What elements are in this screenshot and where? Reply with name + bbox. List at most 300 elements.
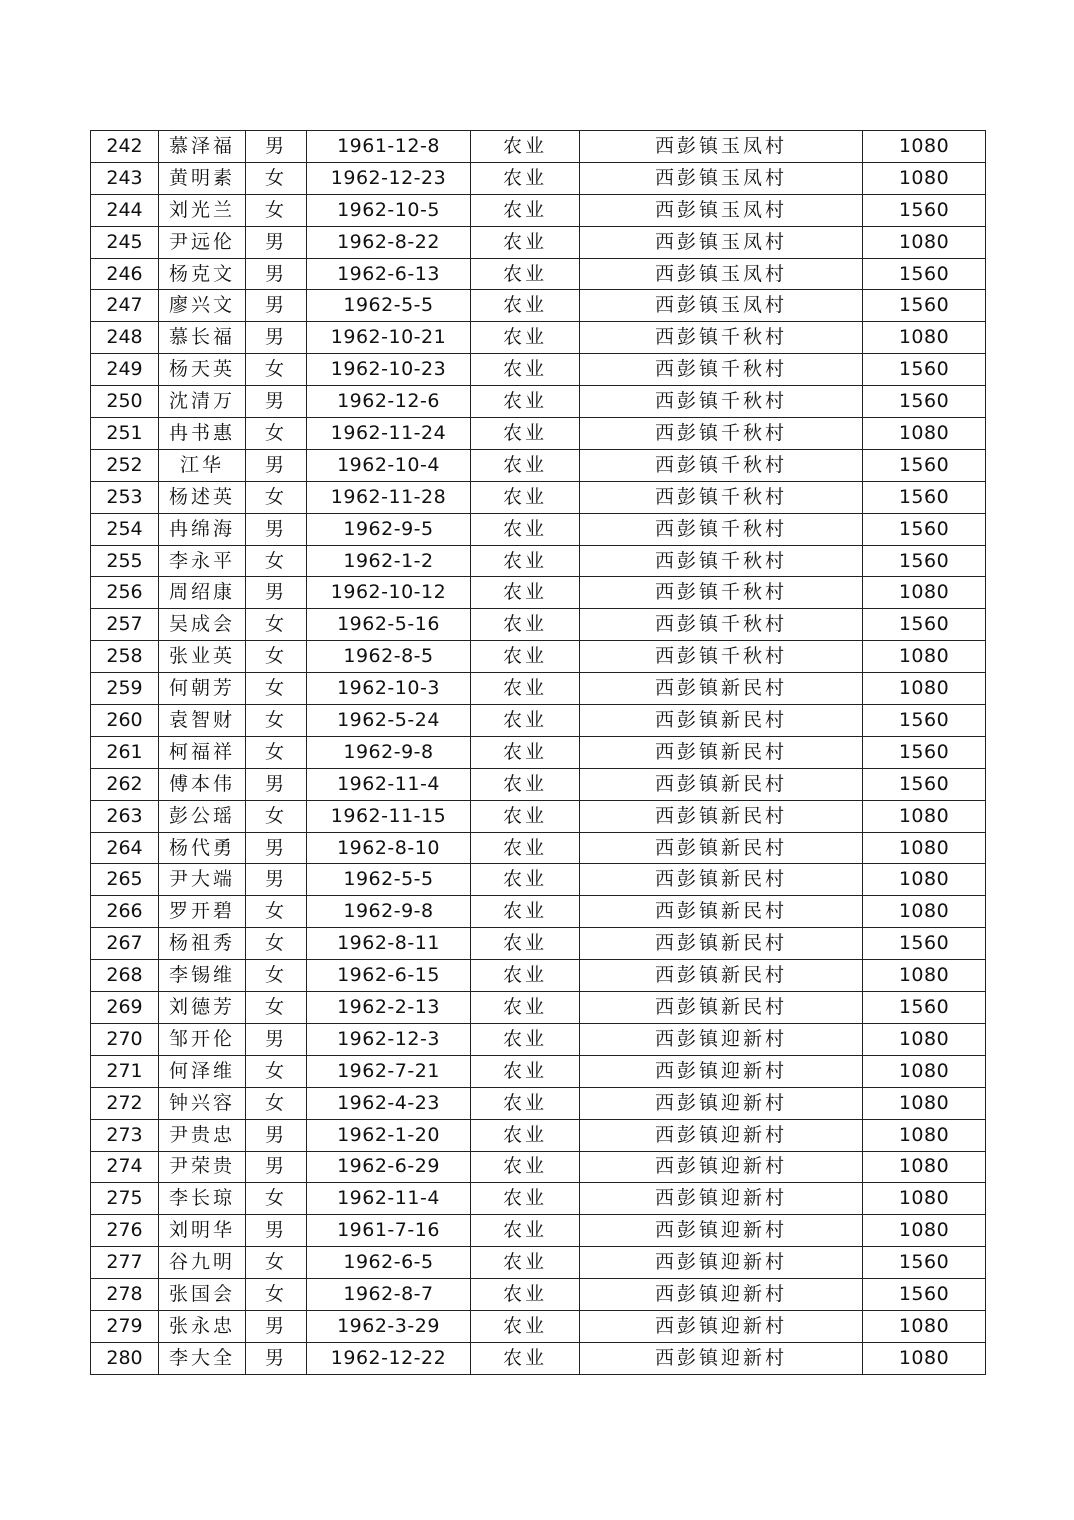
table-row — [91, 832, 986, 864]
address-cell: 西彭镇玉凤村 — [580, 194, 863, 226]
gender-cell: 男 — [246, 1119, 307, 1151]
birth-date-cell: 1962-12-6 — [307, 386, 471, 418]
birth-date-cell: 1962-8-10 — [307, 832, 471, 864]
amount-cell: 1080 — [863, 896, 986, 928]
birth-date-cell: 1962-7-21 — [307, 1055, 471, 1087]
name-cell: 杨代勇 — [159, 832, 246, 864]
table-row — [91, 194, 986, 226]
row-number-cell: 269 — [91, 992, 159, 1024]
address-cell: 西彭镇迎新村 — [580, 1119, 863, 1151]
gender-cell: 女 — [246, 609, 307, 641]
row-number-cell: 273 — [91, 1119, 159, 1151]
birth-date-cell: 1962-8-11 — [307, 928, 471, 960]
name-cell: 张永忠 — [159, 1310, 246, 1342]
gender-cell: 男 — [246, 768, 307, 800]
address-cell: 西彭镇千秋村 — [580, 449, 863, 481]
address-cell: 西彭镇新民村 — [580, 768, 863, 800]
amount-cell: 1080 — [863, 800, 986, 832]
occupation-cell: 农业 — [471, 577, 580, 609]
table-row — [91, 1087, 986, 1119]
gender-cell: 男 — [246, 322, 307, 354]
name-cell: 李大全 — [159, 1342, 246, 1374]
birth-date-cell: 1962-11-24 — [307, 418, 471, 450]
amount-cell: 1080 — [863, 1055, 986, 1087]
name-cell: 柯福祥 — [159, 736, 246, 768]
name-cell: 李永平 — [159, 545, 246, 577]
table-row — [91, 1215, 986, 1247]
name-cell: 李长琼 — [159, 1183, 246, 1215]
row-number-cell: 264 — [91, 832, 159, 864]
gender-cell: 女 — [246, 481, 307, 513]
name-cell: 钟兴容 — [159, 1087, 246, 1119]
name-cell: 廖兴文 — [159, 290, 246, 322]
birth-date-cell: 1962-11-4 — [307, 1183, 471, 1215]
name-cell: 周绍康 — [159, 577, 246, 609]
row-number-cell: 280 — [91, 1342, 159, 1374]
name-cell: 冉绵海 — [159, 513, 246, 545]
table-row — [91, 545, 986, 577]
row-number-cell: 252 — [91, 449, 159, 481]
gender-cell: 男 — [246, 290, 307, 322]
row-number-cell: 265 — [91, 864, 159, 896]
name-cell: 张国会 — [159, 1279, 246, 1311]
gender-cell: 女 — [246, 992, 307, 1024]
gender-cell: 男 — [246, 131, 307, 163]
address-cell: 西彭镇新民村 — [580, 992, 863, 1024]
birth-date-cell: 1962-12-23 — [307, 162, 471, 194]
address-cell: 西彭镇千秋村 — [580, 322, 863, 354]
occupation-cell: 农业 — [471, 1310, 580, 1342]
name-cell: 慕长福 — [159, 322, 246, 354]
occupation-cell: 农业 — [471, 609, 580, 641]
name-cell: 尹贵忠 — [159, 1119, 246, 1151]
birth-date-cell: 1962-10-12 — [307, 577, 471, 609]
birth-date-cell: 1962-11-15 — [307, 800, 471, 832]
name-cell: 尹远伦 — [159, 226, 246, 258]
gender-cell: 女 — [246, 736, 307, 768]
address-cell: 西彭镇玉凤村 — [580, 258, 863, 290]
table-row — [91, 1247, 986, 1279]
birth-date-cell: 1962-9-8 — [307, 896, 471, 928]
occupation-cell: 农业 — [471, 1247, 580, 1279]
occupation-cell: 农业 — [471, 736, 580, 768]
name-cell: 尹荣贵 — [159, 1151, 246, 1183]
amount-cell: 1080 — [863, 1023, 986, 1055]
row-number-cell: 279 — [91, 1310, 159, 1342]
row-number-cell: 260 — [91, 705, 159, 737]
name-cell: 谷九明 — [159, 1247, 246, 1279]
row-number-cell: 256 — [91, 577, 159, 609]
gender-cell: 男 — [246, 258, 307, 290]
amount-cell: 1560 — [863, 992, 986, 1024]
address-cell: 西彭镇玉凤村 — [580, 131, 863, 163]
row-number-cell: 275 — [91, 1183, 159, 1215]
address-cell: 西彭镇千秋村 — [580, 577, 863, 609]
occupation-cell: 农业 — [471, 800, 580, 832]
gender-cell: 女 — [246, 162, 307, 194]
table-row — [91, 1119, 986, 1151]
birth-date-cell: 1962-6-13 — [307, 258, 471, 290]
table-row — [91, 1151, 986, 1183]
table-row — [91, 577, 986, 609]
amount-cell: 1560 — [863, 928, 986, 960]
table-row — [91, 864, 986, 896]
table-row — [91, 290, 986, 322]
address-cell: 西彭镇迎新村 — [580, 1310, 863, 1342]
table-row — [91, 1310, 986, 1342]
name-cell: 彭公瑶 — [159, 800, 246, 832]
address-cell: 西彭镇千秋村 — [580, 641, 863, 673]
table-row — [91, 896, 986, 928]
amount-cell: 1080 — [863, 1087, 986, 1119]
address-cell: 西彭镇千秋村 — [580, 386, 863, 418]
gender-cell: 女 — [246, 354, 307, 386]
address-cell: 西彭镇千秋村 — [580, 545, 863, 577]
amount-cell: 1560 — [863, 386, 986, 418]
amount-cell: 1080 — [863, 162, 986, 194]
gender-cell: 女 — [246, 673, 307, 705]
address-cell: 西彭镇新民村 — [580, 960, 863, 992]
occupation-cell: 农业 — [471, 1183, 580, 1215]
birth-date-cell: 1962-3-29 — [307, 1310, 471, 1342]
amount-cell: 1560 — [863, 513, 986, 545]
amount-cell: 1560 — [863, 194, 986, 226]
name-cell: 杨祖秀 — [159, 928, 246, 960]
amount-cell: 1080 — [863, 1183, 986, 1215]
row-number-cell: 255 — [91, 545, 159, 577]
occupation-cell: 农业 — [471, 481, 580, 513]
address-cell: 西彭镇新民村 — [580, 928, 863, 960]
birth-date-cell: 1962-1-2 — [307, 545, 471, 577]
row-number-cell: 271 — [91, 1055, 159, 1087]
amount-cell: 1080 — [863, 864, 986, 896]
row-number-cell: 257 — [91, 609, 159, 641]
occupation-cell: 农业 — [471, 1087, 580, 1119]
row-number-cell: 266 — [91, 896, 159, 928]
amount-cell: 1080 — [863, 1342, 986, 1374]
gender-cell: 男 — [246, 449, 307, 481]
gender-cell: 女 — [246, 1279, 307, 1311]
birth-date-cell: 1962-4-23 — [307, 1087, 471, 1119]
birth-date-cell: 1962-10-4 — [307, 449, 471, 481]
amount-cell: 1560 — [863, 768, 986, 800]
table-row — [91, 928, 986, 960]
gender-cell: 男 — [246, 1151, 307, 1183]
gender-cell: 女 — [246, 418, 307, 450]
name-cell: 刘德芳 — [159, 992, 246, 1024]
row-number-cell: 253 — [91, 481, 159, 513]
row-number-cell: 244 — [91, 194, 159, 226]
table-row — [91, 1342, 986, 1374]
name-cell: 刘明华 — [159, 1215, 246, 1247]
table-row — [91, 609, 986, 641]
gender-cell: 女 — [246, 1055, 307, 1087]
table-row — [91, 226, 986, 258]
birth-date-cell: 1962-10-21 — [307, 322, 471, 354]
address-cell: 西彭镇迎新村 — [580, 1023, 863, 1055]
gender-cell: 男 — [246, 386, 307, 418]
table-row — [91, 513, 986, 545]
amount-cell: 1080 — [863, 226, 986, 258]
row-number-cell: 247 — [91, 290, 159, 322]
table-row — [91, 768, 986, 800]
occupation-cell: 农业 — [471, 1119, 580, 1151]
row-number-cell: 268 — [91, 960, 159, 992]
row-number-cell: 258 — [91, 641, 159, 673]
birth-date-cell: 1962-5-5 — [307, 864, 471, 896]
address-cell: 西彭镇迎新村 — [580, 1279, 863, 1311]
birth-date-cell: 1962-6-29 — [307, 1151, 471, 1183]
amount-cell: 1080 — [863, 1119, 986, 1151]
amount-cell: 1560 — [863, 290, 986, 322]
row-number-cell: 242 — [91, 131, 159, 163]
birth-date-cell: 1962-5-24 — [307, 705, 471, 737]
row-number-cell: 246 — [91, 258, 159, 290]
amount-cell: 1080 — [863, 577, 986, 609]
occupation-cell: 农业 — [471, 290, 580, 322]
amount-cell: 1080 — [863, 418, 986, 450]
amount-cell: 1560 — [863, 481, 986, 513]
amount-cell: 1560 — [863, 354, 986, 386]
row-number-cell: 248 — [91, 322, 159, 354]
gender-cell: 女 — [246, 800, 307, 832]
amount-cell: 1080 — [863, 1151, 986, 1183]
amount-cell: 1560 — [863, 1247, 986, 1279]
row-number-cell: 272 — [91, 1087, 159, 1119]
occupation-cell: 农业 — [471, 386, 580, 418]
occupation-cell: 农业 — [471, 960, 580, 992]
gender-cell: 女 — [246, 1183, 307, 1215]
amount-cell: 1560 — [863, 609, 986, 641]
row-number-cell: 274 — [91, 1151, 159, 1183]
gender-cell: 女 — [246, 896, 307, 928]
gender-cell: 男 — [246, 577, 307, 609]
birth-date-cell: 1962-2-13 — [307, 992, 471, 1024]
row-number-cell: 263 — [91, 800, 159, 832]
table-row — [91, 960, 986, 992]
address-cell: 西彭镇千秋村 — [580, 481, 863, 513]
birth-date-cell: 1962-6-15 — [307, 960, 471, 992]
occupation-cell: 农业 — [471, 864, 580, 896]
amount-cell: 1080 — [863, 1215, 986, 1247]
amount-cell: 1560 — [863, 1279, 986, 1311]
occupation-cell: 农业 — [471, 162, 580, 194]
amount-cell: 1080 — [863, 673, 986, 705]
name-cell: 尹大端 — [159, 864, 246, 896]
table-row — [91, 258, 986, 290]
occupation-cell: 农业 — [471, 832, 580, 864]
name-cell: 江华 — [159, 449, 246, 481]
birth-date-cell: 1962-12-22 — [307, 1342, 471, 1374]
occupation-cell: 农业 — [471, 513, 580, 545]
occupation-cell: 农业 — [471, 226, 580, 258]
address-cell: 西彭镇千秋村 — [580, 418, 863, 450]
row-number-cell: 245 — [91, 226, 159, 258]
gender-cell: 男 — [246, 1310, 307, 1342]
name-cell: 袁智财 — [159, 705, 246, 737]
occupation-cell: 农业 — [471, 354, 580, 386]
table-row — [91, 354, 986, 386]
occupation-cell: 农业 — [471, 768, 580, 800]
row-number-cell: 278 — [91, 1279, 159, 1311]
address-cell: 西彭镇新民村 — [580, 864, 863, 896]
address-cell: 西彭镇玉凤村 — [580, 290, 863, 322]
birth-date-cell: 1962-12-3 — [307, 1023, 471, 1055]
address-cell: 西彭镇迎新村 — [580, 1055, 863, 1087]
birth-date-cell: 1962-1-20 — [307, 1119, 471, 1151]
gender-cell: 女 — [246, 1247, 307, 1279]
row-number-cell: 262 — [91, 768, 159, 800]
table-row — [91, 641, 986, 673]
gender-cell: 女 — [246, 194, 307, 226]
row-number-cell: 267 — [91, 928, 159, 960]
table-row — [91, 992, 986, 1024]
table-row — [91, 1023, 986, 1055]
name-cell: 何朝芳 — [159, 673, 246, 705]
table-row — [91, 322, 986, 354]
occupation-cell: 农业 — [471, 992, 580, 1024]
occupation-cell: 农业 — [471, 928, 580, 960]
amount-cell: 1560 — [863, 258, 986, 290]
name-cell: 张业英 — [159, 641, 246, 673]
row-number-cell: 251 — [91, 418, 159, 450]
data-table — [90, 130, 986, 1375]
occupation-cell: 农业 — [471, 194, 580, 226]
occupation-cell: 农业 — [471, 545, 580, 577]
gender-cell: 女 — [246, 545, 307, 577]
row-number-cell: 250 — [91, 386, 159, 418]
occupation-cell: 农业 — [471, 1342, 580, 1374]
occupation-cell: 农业 — [471, 705, 580, 737]
address-cell: 西彭镇迎新村 — [580, 1183, 863, 1215]
name-cell: 罗开碧 — [159, 896, 246, 928]
table-row — [91, 673, 986, 705]
row-number-cell: 277 — [91, 1247, 159, 1279]
gender-cell: 女 — [246, 705, 307, 737]
amount-cell: 1080 — [863, 131, 986, 163]
name-cell: 邹开伦 — [159, 1023, 246, 1055]
table-row — [91, 1183, 986, 1215]
table-row — [91, 449, 986, 481]
name-cell: 何泽维 — [159, 1055, 246, 1087]
row-number-cell: 243 — [91, 162, 159, 194]
gender-cell: 男 — [246, 226, 307, 258]
name-cell: 慕泽福 — [159, 131, 246, 163]
table-row — [91, 418, 986, 450]
birth-date-cell: 1962-9-8 — [307, 736, 471, 768]
gender-cell: 男 — [246, 864, 307, 896]
address-cell: 西彭镇玉凤村 — [580, 162, 863, 194]
amount-cell: 1560 — [863, 545, 986, 577]
amount-cell: 1080 — [863, 832, 986, 864]
occupation-cell: 农业 — [471, 258, 580, 290]
gender-cell: 男 — [246, 1023, 307, 1055]
row-number-cell: 270 — [91, 1023, 159, 1055]
address-cell: 西彭镇千秋村 — [580, 354, 863, 386]
birth-date-cell: 1962-5-16 — [307, 609, 471, 641]
table-row — [91, 736, 986, 768]
table-row — [91, 1279, 986, 1311]
address-cell: 西彭镇迎新村 — [580, 1087, 863, 1119]
name-cell: 傅本伟 — [159, 768, 246, 800]
address-cell: 西彭镇迎新村 — [580, 1247, 863, 1279]
row-number-cell: 254 — [91, 513, 159, 545]
table-body — [91, 131, 986, 1375]
occupation-cell: 农业 — [471, 896, 580, 928]
occupation-cell: 农业 — [471, 1055, 580, 1087]
gender-cell: 男 — [246, 1342, 307, 1374]
birth-date-cell: 1961-12-8 — [307, 131, 471, 163]
amount-cell: 1080 — [863, 641, 986, 673]
occupation-cell: 农业 — [471, 1215, 580, 1247]
row-number-cell: 259 — [91, 673, 159, 705]
row-number-cell: 276 — [91, 1215, 159, 1247]
occupation-cell: 农业 — [471, 418, 580, 450]
name-cell: 吴成会 — [159, 609, 246, 641]
birth-date-cell: 1962-10-5 — [307, 194, 471, 226]
birth-date-cell: 1962-11-4 — [307, 768, 471, 800]
birth-date-cell: 1962-8-22 — [307, 226, 471, 258]
address-cell: 西彭镇迎新村 — [580, 1342, 863, 1374]
name-cell: 黄明素 — [159, 162, 246, 194]
birth-date-cell: 1962-6-5 — [307, 1247, 471, 1279]
address-cell: 西彭镇新民村 — [580, 705, 863, 737]
gender-cell: 女 — [246, 641, 307, 673]
gender-cell: 男 — [246, 513, 307, 545]
name-cell: 杨克文 — [159, 258, 246, 290]
table-row — [91, 705, 986, 737]
birth-date-cell: 1961-7-16 — [307, 1215, 471, 1247]
birth-date-cell: 1962-8-7 — [307, 1279, 471, 1311]
address-cell: 西彭镇千秋村 — [580, 513, 863, 545]
address-cell: 西彭镇新民村 — [580, 673, 863, 705]
occupation-cell: 农业 — [471, 1023, 580, 1055]
occupation-cell: 农业 — [471, 131, 580, 163]
occupation-cell: 农业 — [471, 641, 580, 673]
amount-cell: 1560 — [863, 705, 986, 737]
address-cell: 西彭镇新民村 — [580, 736, 863, 768]
address-cell: 西彭镇迎新村 — [580, 1215, 863, 1247]
birth-date-cell: 1962-11-28 — [307, 481, 471, 513]
table-row — [91, 481, 986, 513]
table-row — [91, 1055, 986, 1087]
occupation-cell: 农业 — [471, 1279, 580, 1311]
table-row — [91, 131, 986, 163]
birth-date-cell: 1962-10-23 — [307, 354, 471, 386]
gender-cell: 女 — [246, 960, 307, 992]
occupation-cell: 农业 — [471, 1151, 580, 1183]
occupation-cell: 农业 — [471, 449, 580, 481]
birth-date-cell: 1962-5-5 — [307, 290, 471, 322]
address-cell: 西彭镇玉凤村 — [580, 226, 863, 258]
amount-cell: 1080 — [863, 960, 986, 992]
table-row — [91, 162, 986, 194]
amount-cell: 1080 — [863, 322, 986, 354]
row-number-cell: 261 — [91, 736, 159, 768]
name-cell: 冉书惠 — [159, 418, 246, 450]
name-cell: 沈清万 — [159, 386, 246, 418]
address-cell: 西彭镇新民村 — [580, 800, 863, 832]
occupation-cell: 农业 — [471, 673, 580, 705]
address-cell: 西彭镇千秋村 — [580, 609, 863, 641]
table-row — [91, 386, 986, 418]
name-cell: 杨述英 — [159, 481, 246, 513]
gender-cell: 女 — [246, 928, 307, 960]
birth-date-cell: 1962-8-5 — [307, 641, 471, 673]
address-cell: 西彭镇迎新村 — [580, 1151, 863, 1183]
birth-date-cell: 1962-10-3 — [307, 673, 471, 705]
name-cell: 李锡维 — [159, 960, 246, 992]
